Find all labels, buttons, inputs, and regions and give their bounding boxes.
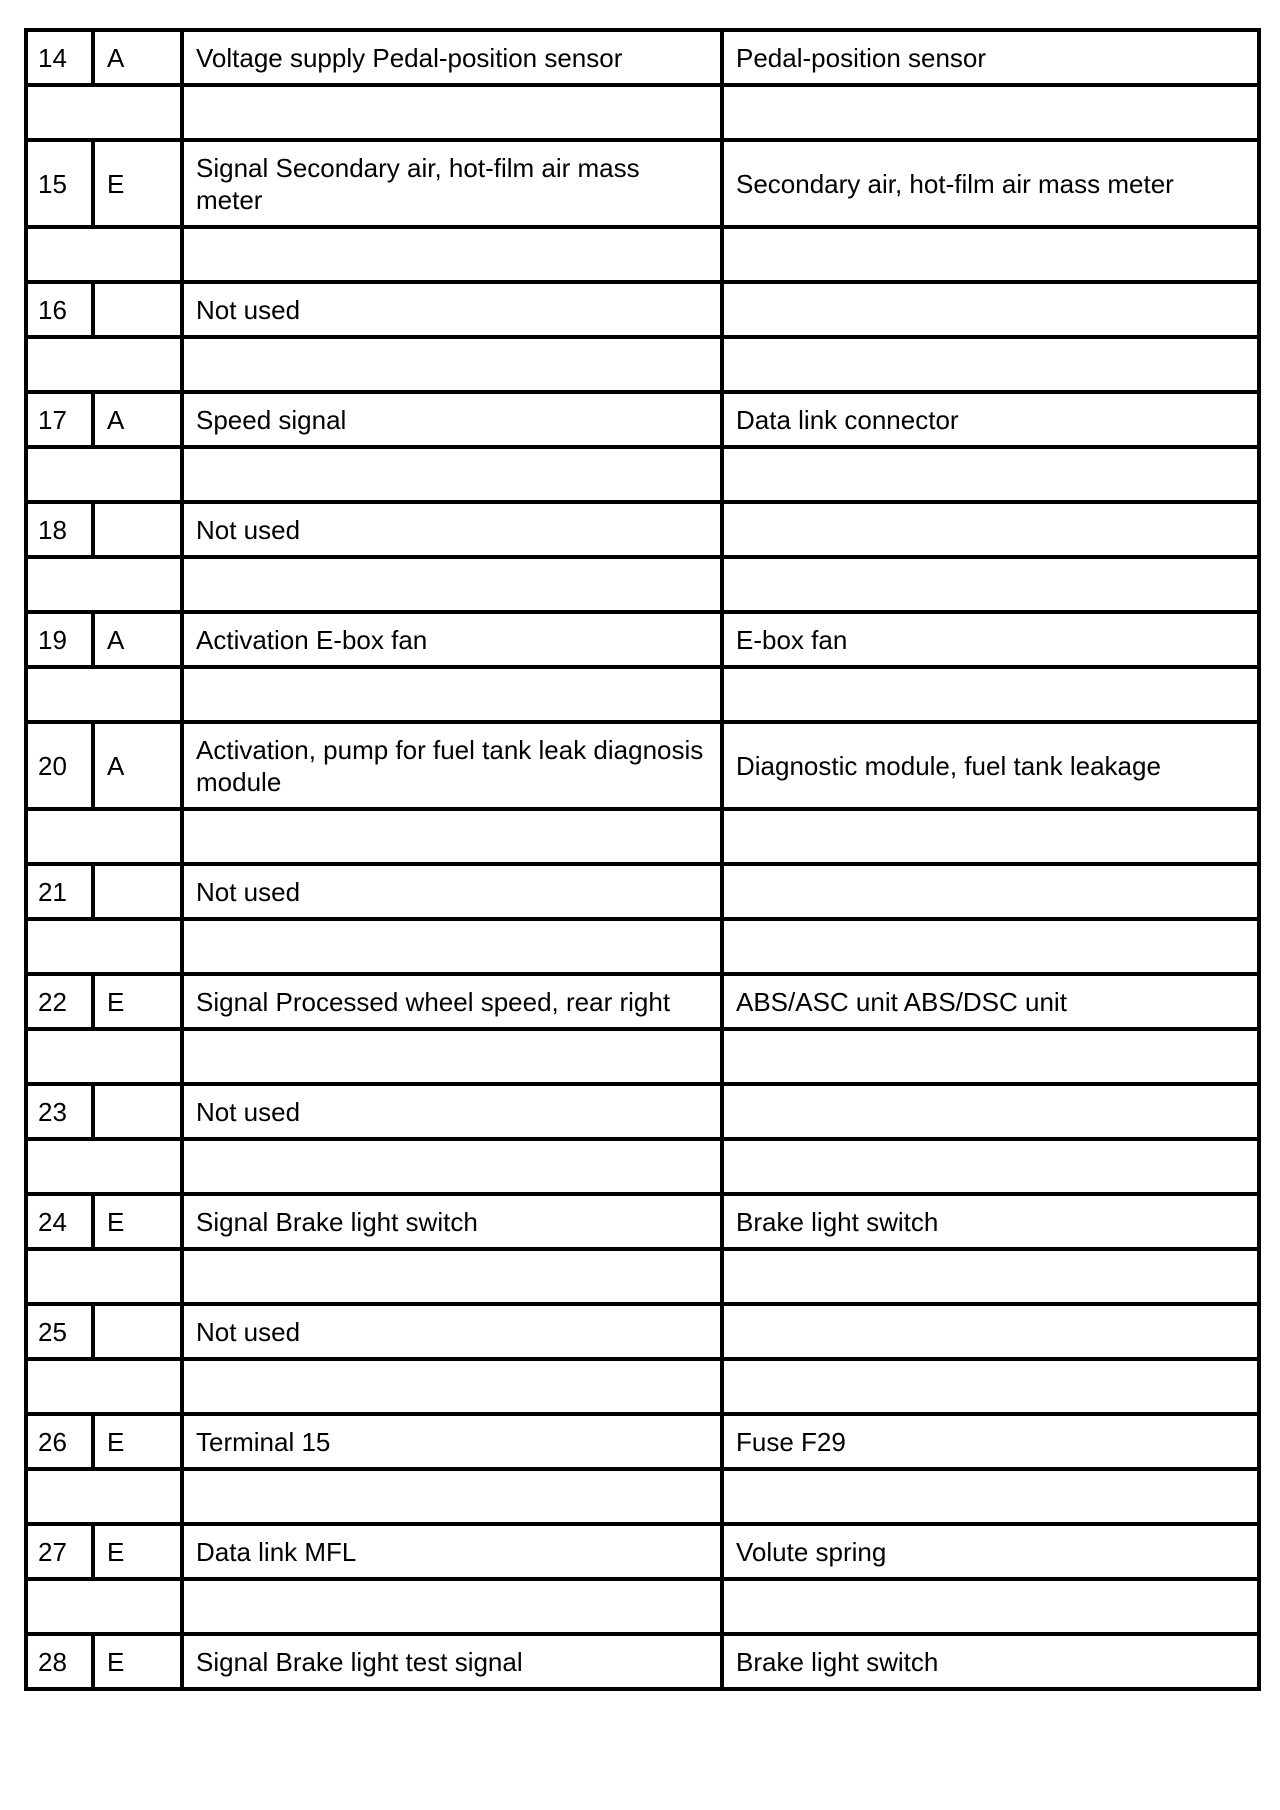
spacer-cell (182, 557, 722, 612)
spacer-row (26, 1029, 1259, 1084)
pin-number: 24 (26, 1194, 93, 1249)
signal-description: Signal Brake light test signal (182, 1634, 722, 1689)
spacer-row (26, 1579, 1259, 1634)
spacer-cell (722, 557, 1259, 612)
spacer-cell (182, 1139, 722, 1194)
signal-type (93, 1304, 182, 1359)
signal-type: A (93, 612, 182, 667)
connected-component (722, 864, 1259, 919)
spacer-cell (722, 1469, 1259, 1524)
connected-component: Fuse F29 (722, 1414, 1259, 1469)
connected-component: Diagnostic module, fuel tank leakage (722, 722, 1259, 809)
spacer-cell (182, 1579, 722, 1634)
signal-type: E (93, 1634, 182, 1689)
spacer-row (26, 557, 1259, 612)
spacer-cell (722, 1139, 1259, 1194)
connected-component: Pedal-position sensor (722, 30, 1259, 85)
pin-row (26, 722, 1259, 809)
pin-number: 17 (26, 392, 93, 447)
signal-type: A (93, 392, 182, 447)
connected-component: E-box fan (722, 612, 1259, 667)
signal-description: Not used (182, 282, 722, 337)
pin-row (26, 30, 1259, 85)
pin-row (26, 1194, 1259, 1249)
pin-number: 19 (26, 612, 93, 667)
spacer-row (26, 1469, 1259, 1524)
spacer-cell (722, 227, 1259, 282)
signal-type: E (93, 140, 182, 227)
pin-row (26, 1524, 1259, 1579)
signal-description: Not used (182, 502, 722, 557)
spacer-cell (182, 337, 722, 392)
spacer-cell (182, 447, 722, 502)
spacer-cell (722, 1249, 1259, 1304)
spacer-row (26, 227, 1259, 282)
spacer-row (26, 85, 1259, 140)
connected-component (722, 502, 1259, 557)
pin-row (26, 864, 1259, 919)
signal-description: Data link MFL (182, 1524, 722, 1579)
signal-description: Not used (182, 1084, 722, 1139)
signal-type: A (93, 30, 182, 85)
pin-assignment-table (24, 28, 1261, 1691)
pin-number: 25 (26, 1304, 93, 1359)
spacer-row (26, 667, 1259, 722)
connected-component: Data link connector (722, 392, 1259, 447)
pin-row (26, 1304, 1259, 1359)
spacer-cell (26, 1139, 182, 1194)
connected-component (722, 282, 1259, 337)
spacer-row (26, 447, 1259, 502)
pin-number: 20 (26, 722, 93, 809)
spacer-cell (722, 919, 1259, 974)
spacer-row (26, 1249, 1259, 1304)
pin-row (26, 392, 1259, 447)
spacer-row (26, 337, 1259, 392)
spacer-cell (722, 809, 1259, 864)
spacer-cell (182, 1029, 722, 1084)
pin-row (26, 140, 1259, 227)
pin-number: 14 (26, 30, 93, 85)
pin-number: 23 (26, 1084, 93, 1139)
signal-type (93, 502, 182, 557)
pin-row (26, 282, 1259, 337)
spacer-cell (26, 1359, 182, 1414)
spacer-cell (26, 667, 182, 722)
signal-description: Signal Processed wheel speed, rear right (182, 974, 722, 1029)
signal-type (93, 864, 182, 919)
spacer-cell (722, 337, 1259, 392)
spacer-row (26, 919, 1259, 974)
spacer-cell (722, 447, 1259, 502)
signal-type (93, 1084, 182, 1139)
signal-type: A (93, 722, 182, 809)
spacer-cell (26, 337, 182, 392)
pin-row (26, 502, 1259, 557)
spacer-cell (182, 1469, 722, 1524)
connected-component (722, 1304, 1259, 1359)
spacer-row (26, 1359, 1259, 1414)
pin-row (26, 1084, 1259, 1139)
pin-row (26, 974, 1259, 1029)
pin-row (26, 612, 1259, 667)
spacer-cell (182, 667, 722, 722)
signal-description: Signal Brake light switch (182, 1194, 722, 1249)
spacer-cell (26, 557, 182, 612)
pin-number: 15 (26, 140, 93, 227)
connected-component: Brake light switch (722, 1194, 1259, 1249)
pin-table-body (26, 30, 1259, 1689)
spacer-cell (722, 1359, 1259, 1414)
spacer-cell (182, 227, 722, 282)
signal-description: Speed signal (182, 392, 722, 447)
spacer-cell (182, 1249, 722, 1304)
pin-number: 16 (26, 282, 93, 337)
spacer-cell (182, 809, 722, 864)
signal-description: Activation, pump for fuel tank leak diagnosis module (182, 722, 722, 809)
pin-number: 18 (26, 502, 93, 557)
spacer-row (26, 1139, 1259, 1194)
signal-type: E (93, 1524, 182, 1579)
signal-type: E (93, 974, 182, 1029)
signal-description: Not used (182, 864, 722, 919)
pin-number: 27 (26, 1524, 93, 1579)
spacer-cell (722, 667, 1259, 722)
signal-type: E (93, 1194, 182, 1249)
spacer-cell (182, 1359, 722, 1414)
signal-type (93, 282, 182, 337)
spacer-cell (26, 227, 182, 282)
spacer-cell (26, 809, 182, 864)
spacer-cell (26, 1249, 182, 1304)
spacer-cell (182, 919, 722, 974)
connected-component: ABS/ASC unit ABS/DSC unit (722, 974, 1259, 1029)
spacer-row (26, 809, 1259, 864)
spacer-cell (26, 1579, 182, 1634)
spacer-cell (26, 447, 182, 502)
spacer-cell (182, 85, 722, 140)
signal-type: E (93, 1414, 182, 1469)
spacer-cell (26, 1029, 182, 1084)
connected-component: Volute spring (722, 1524, 1259, 1579)
signal-description: Signal Secondary air, hot-film air mass meter (182, 140, 722, 227)
spacer-cell (26, 919, 182, 974)
spacer-cell (26, 85, 182, 140)
signal-description: Voltage supply Pedal-position sensor (182, 30, 722, 85)
connected-component (722, 1084, 1259, 1139)
pin-number: 22 (26, 974, 93, 1029)
connected-component: Secondary air, hot-film air mass meter (722, 140, 1259, 227)
pin-row (26, 1634, 1259, 1689)
signal-description: Terminal 15 (182, 1414, 722, 1469)
spacer-cell (722, 1579, 1259, 1634)
signal-description: Not used (182, 1304, 722, 1359)
pin-row (26, 1414, 1259, 1469)
spacer-cell (722, 85, 1259, 140)
pin-number: 21 (26, 864, 93, 919)
connected-component: Brake light switch (722, 1634, 1259, 1689)
signal-description: Activation E-box fan (182, 612, 722, 667)
spacer-cell (722, 1029, 1259, 1084)
pin-number: 28 (26, 1634, 93, 1689)
spacer-cell (26, 1469, 182, 1524)
pin-number: 26 (26, 1414, 93, 1469)
